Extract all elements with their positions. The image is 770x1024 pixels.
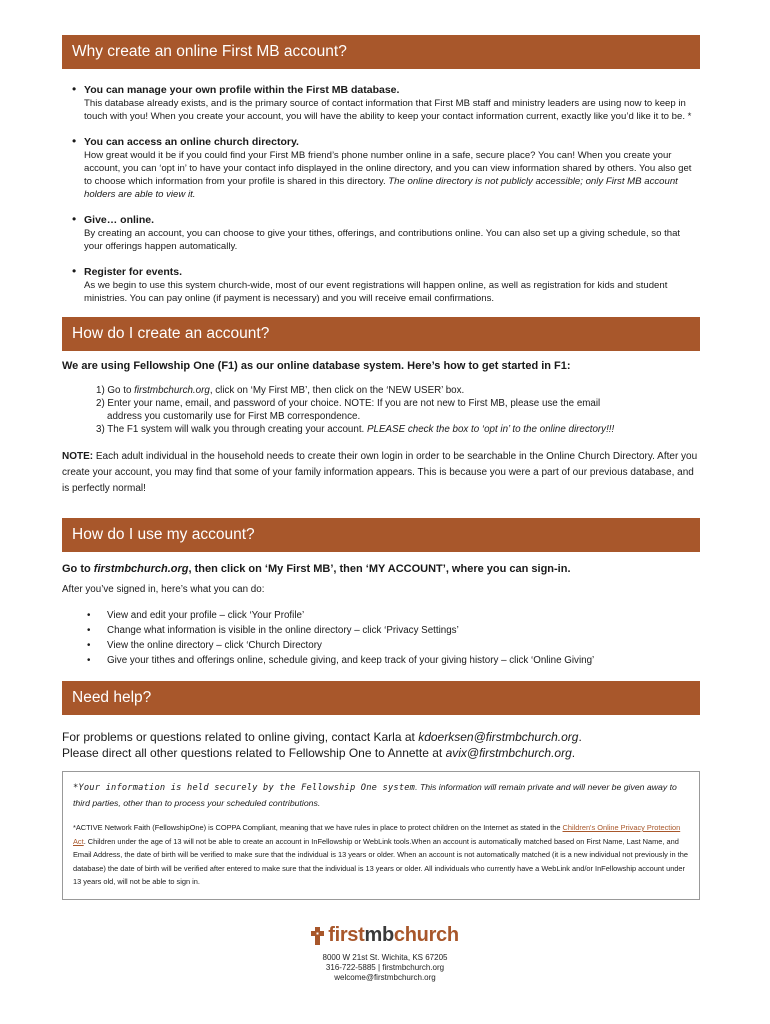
- create-lead: We are using Fellowship One (F1) as our online database system. Here’s how to get started in F1:: [62, 360, 571, 372]
- site-link[interactable]: firstmbchurch.org: [93, 563, 189, 575]
- coppa-text: *ACTIVE Network Faith (FellowshipOne) is COPPA Compliant, meaning that we have rules in place to protect children on the Internet as stated in the: [73, 823, 563, 832]
- step-3-italic: PLEASE check the box to ‘opt in’ to the online directory!!!: [367, 424, 615, 435]
- benefits-list: [62, 83, 700, 305]
- coppa-link[interactable]: Children's Online Privacy Protection Act: [73, 823, 681, 846]
- help-line-2-text: Please direct all other questions related to Fellowship One to Annette at: [62, 746, 446, 760]
- create-note: [62, 449, 700, 497]
- note-label: NOTE:: [62, 451, 94, 462]
- coppa-notice: [73, 821, 690, 889]
- benefit-item: [62, 213, 700, 253]
- coppa-text-end: . Children under the age of 13 will not be able to create an account in InFellowship or WebLink tools.When an account is automatically matched based on First Name, Last Name, and Email Address, the date of birth will be verified to make sure that the individual is 13 years or older. When an account is not automatically matched (it is a new individual not previously in the database) the date of birth will be verified after entered to make sure that the individual is 13 years or older. All individuals who currently have a WebLink and/or InFellowship account under 13 years old, will not be able to sign in.: [73, 836, 688, 886]
- logo-mb: mb: [364, 924, 394, 946]
- step-1: [96, 384, 700, 397]
- section-banner-help: Need help?: [62, 681, 700, 715]
- help-line-1-text: For problems or questions related to online giving, contact Karla at: [62, 730, 419, 744]
- benefit-title: • Give… online.: [84, 214, 155, 226]
- logo-church: church: [393, 924, 459, 946]
- benefit-body: [84, 149, 700, 201]
- step-3: [96, 423, 700, 436]
- section-banner-create: How do I create an account?: [62, 317, 700, 351]
- benefit-item: [62, 135, 700, 201]
- benefit-body: As we begin to use this system church-wide, most of our event registrations will happen online, as well as registration for kids and student ministries. You can pay online (if payment is necessary) and you will receive email confirmations.: [84, 280, 668, 304]
- benefit-item: [62, 83, 700, 123]
- secure-notice-text: . This information will remain private and will never be given away to third parties, other than to process your scheduled contributions.: [73, 782, 677, 808]
- benefit-body: This database already exists, and is the primary source of contact information that First MB staff and ministry leaders are using now to keep in touch with you! When you create your account, you will have the ability to keep your contact information current, exactly like you’d like it to be. *: [84, 98, 692, 122]
- step-2: 2) Enter your name, email, and password of your choice. NOTE: If you are not new to First MB, please use the email: [96, 398, 601, 409]
- use-lead-text-end: , then click on ‘My First MB’, then ‘MY ACCOUNT’, where you can sign-in.: [188, 563, 571, 575]
- logo-first: first: [328, 924, 365, 946]
- help-line-1-end: .: [578, 730, 582, 744]
- benefit-title: • You can access an online church directory.: [84, 136, 299, 148]
- benefit-body: By creating an account, you can choose to give your tithes, offerings, and contributions online. You can also set up a giving schedule, so that your offerings happen automatically.: [84, 228, 681, 252]
- use-list: [87, 608, 700, 668]
- step-2-cont: address you customarily use for First MB correspondence.: [107, 411, 361, 422]
- section-banner-use: How do I use my account?: [62, 518, 700, 552]
- secure-notice-lead: *Your information is held securely by the Fellowship One system: [73, 783, 416, 793]
- footer: [0, 924, 770, 983]
- use-lead: [62, 563, 700, 575]
- create-steps: [96, 384, 700, 436]
- step-3-text: 3) The F1 system will walk you through creating your account.: [96, 424, 367, 435]
- benefit-body-text: How great would it be if you could find your First MB friend’s phone number online in a safe, secure place? You can! When you create your account, you can ‘opt in’ to have your contact info displayed in the online directory, and you can view information shared by others. You also get to choose which information from your profile is shared in this directory.: [84, 150, 692, 187]
- footer-phone-web: 316-722-5885 | firstmbchurch.org: [325, 962, 445, 972]
- logo-wordmark: [328, 924, 459, 947]
- document-page: [62, 35, 700, 900]
- use-list-item: • View the online directory – click ‘Church Directory: [87, 638, 700, 653]
- help-line-2-end: .: [571, 746, 576, 760]
- note-text: Each adult individual in the household needs to create their own login in order to be searchable in the Online Church Directory. After you create your account, you may find that some of your family information appears. This is because you were a part of our previous database, and is perfectly normal!: [62, 451, 698, 494]
- site-link[interactable]: firstmbchurch.org: [134, 385, 210, 396]
- benefit-body-italic: The online directory is not publicly accessible; only First MB account holders are able to view it.: [84, 176, 678, 200]
- use-list-item: • View and edit your profile – click ‘Your Profile’: [87, 608, 700, 623]
- help-text: [62, 729, 700, 761]
- footer-email[interactable]: welcome@firstmbchurch.org: [334, 972, 436, 982]
- help-line-giving: [62, 729, 700, 745]
- benefit-item: [62, 265, 700, 305]
- footer-contact: [0, 953, 770, 983]
- secure-notice: [73, 780, 690, 811]
- use-list-item: • Give your tithes and offerings online, schedule giving, and keep track of your giving history – click ‘Online Giving’: [87, 653, 700, 668]
- section-banner-why: Why create an online First MB account?: [62, 35, 700, 69]
- benefit-title: • Register for events.: [84, 266, 183, 278]
- church-logo: [311, 924, 459, 947]
- benefit-title: • You can manage your own profile within the First MB database.: [84, 84, 400, 96]
- use-list-item: • Change what information is visible in the online directory – click ‘Privacy Settings’: [87, 623, 700, 638]
- email-link-annette[interactable]: avix@firstmbchurch.org: [445, 746, 572, 760]
- step-1-text-end: , click on ‘My First MB’, then click on the ‘NEW USER’ box.: [209, 385, 465, 396]
- help-line-f1: [62, 745, 700, 761]
- footer-address: 8000 W 21st St. Wichita, KS 67205: [322, 952, 448, 962]
- use-after: After you’ve signed in, here’s what you can do:: [62, 584, 265, 595]
- email-link-karla[interactable]: kdoerksen@firstmbchurch.org: [418, 730, 579, 744]
- cross-logo-icon: [311, 927, 324, 945]
- step-1-text: 1) Go to: [96, 385, 135, 396]
- disclaimer-box: [62, 771, 700, 900]
- use-lead-text: Go to: [62, 563, 94, 575]
